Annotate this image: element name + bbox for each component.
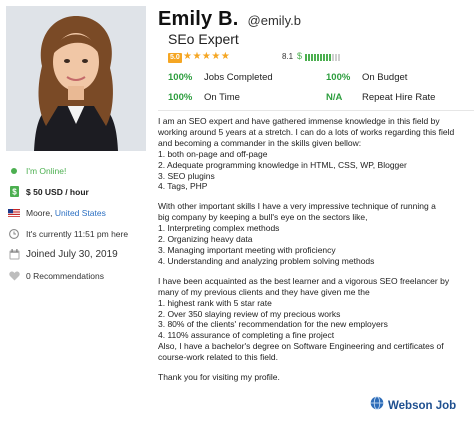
hourly-rate [8, 183, 150, 200]
bio-paragraph [158, 276, 468, 363]
local-time-text: It's currently 11:51 pm here [26, 228, 129, 239]
earnings-bar-segment [335, 54, 337, 61]
earnings-bar [305, 54, 340, 61]
earnings-bar-segment [329, 54, 331, 61]
bio-line: many of my previous clients and they have given me the [158, 286, 370, 297]
earnings-score: 8.1 [282, 52, 294, 61]
local-time [8, 225, 150, 242]
brand-name: Webson Job [388, 399, 457, 412]
on-time-label: On Time [204, 92, 240, 103]
earnings-bar-segment [317, 54, 319, 61]
bio-line: Also, I have a bachelor's degree on Software Engineering and certificates of [158, 341, 444, 352]
bio-line: 2. Organizing heavy data [158, 234, 253, 245]
bio-line: 3. 80% of the clients' recommendation for the new employers [158, 319, 388, 330]
hourly-rate-text: $ 50 USD / hour [26, 186, 89, 197]
jobs-completed-label: Jobs Completed [204, 72, 273, 83]
online-status-text: I'm Online! [26, 165, 67, 176]
earnings-bar-segment [338, 54, 340, 61]
heart-icon [8, 271, 20, 281]
stats-panel [168, 72, 468, 112]
bio-paragraph [158, 372, 468, 383]
bio-line: 1. both on-page and off-page [158, 148, 268, 159]
bio-line: and becoming a commander in the skills given bellow: [158, 137, 362, 148]
earnings-bar-segment [314, 54, 316, 61]
bio-line: 2. Over 350 slaying review of my precious works [158, 308, 341, 319]
us-flag-icon [8, 209, 20, 217]
dollar-icon: $ [297, 51, 303, 61]
bio-line: working around 5 years at a stretch. I can do a lots of works regarding this field [158, 126, 455, 137]
globe-icon [370, 396, 384, 415]
profile-name: Emily B. [158, 8, 239, 30]
star-rating-icon: ★★★★★ [183, 51, 231, 62]
svg-text:$: $ [11, 187, 17, 197]
bio-line: big company by keeping a bull's eye on the sectors like, [158, 212, 368, 223]
recommendations [8, 267, 150, 284]
bio-line: 3. Managing important meeting with proficiency [158, 244, 336, 255]
repeat-hire-label: Repeat Hire Rate [362, 92, 436, 103]
earnings-bar-segment [311, 54, 313, 61]
earnings-bar-segment [308, 54, 310, 61]
join-date-text: Joined July 30, 2019 [26, 249, 118, 260]
bio-line: I am an SEO expert and have gathered immense knowledge in this field by [158, 116, 440, 126]
bio-line: With other important skills I have a very impressive technique of running a [158, 201, 436, 212]
repeat-hire-value: N/A [326, 92, 343, 103]
bio-line: 4. Understanding and analyzing problem solving methods [158, 255, 375, 266]
bio-line: 1. highest rank with 5 star rate [158, 297, 272, 308]
bio-line: 4. 110% assurance of completing a fine project [158, 330, 335, 341]
bio-line: 4. Tags, PHP [158, 181, 208, 192]
money-icon [8, 186, 20, 197]
location-country-link[interactable]: United States [54, 207, 106, 218]
clock-icon [8, 229, 20, 239]
status-dot-icon [8, 168, 20, 174]
earnings-bar-segment [320, 54, 322, 61]
on-time-value: 100% [168, 92, 193, 103]
bio-line: 2. Adequate programming knowledge in HTML, CSS, WP, Blogger [158, 159, 407, 170]
profile-title: SEo Expert [168, 31, 239, 47]
recommendations-text: 0 Recommendations [26, 270, 104, 281]
stats-row [168, 92, 468, 112]
profile-handle: @emily.b [247, 13, 301, 28]
bio-line: course-work related to this field. [158, 352, 278, 363]
on-budget-label: On Budget [362, 72, 408, 83]
location [8, 204, 150, 221]
profile-photo-illustration [6, 6, 146, 151]
rating-badge: 5.0 [170, 54, 180, 61]
earnings-bar-segment [305, 54, 307, 61]
jobs-completed-value: 100% [168, 72, 193, 83]
bio-line: 1. Interpreting complex methods [158, 223, 280, 234]
bio-line: 3. SEO plugins [158, 170, 215, 181]
bio-paragraph [158, 201, 468, 266]
profile-description [158, 116, 468, 392]
calendar-icon [8, 249, 20, 260]
join-date [8, 246, 150, 263]
bio-line: Thank you for visiting my profile. [158, 372, 280, 383]
earnings-bar-segment [323, 54, 325, 61]
profile-photo [6, 6, 146, 151]
online-status [8, 162, 150, 179]
earnings-bar-segment [332, 54, 334, 61]
rating-row [168, 52, 468, 64]
on-budget-value: 100% [326, 72, 351, 83]
bio-line: I have been acquainted as the best learner and a vigorous SEO freelancer by [158, 275, 450, 286]
stats-row [168, 72, 468, 92]
brand-watermark [370, 396, 456, 415]
divider [158, 110, 474, 111]
bio-paragraph [158, 116, 468, 192]
profile-sidebar [8, 162, 150, 288]
earnings-bar-segment [326, 54, 328, 61]
location-city: Moore, [26, 207, 53, 218]
